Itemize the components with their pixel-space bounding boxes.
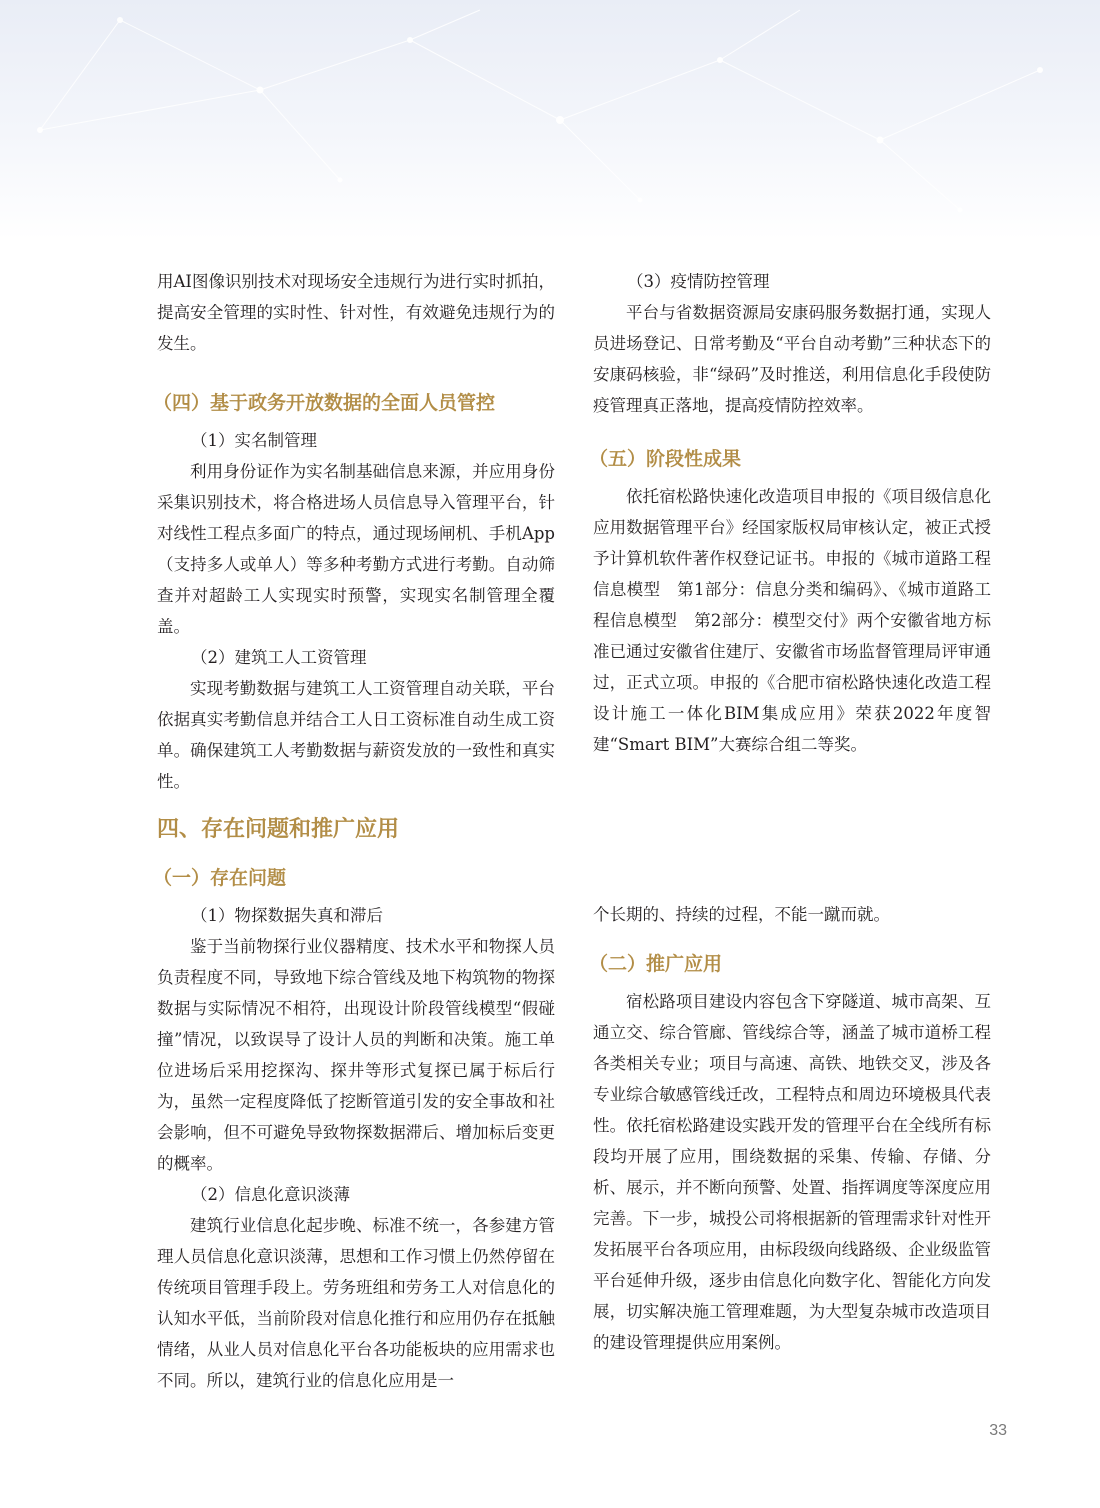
heading-existing-problems: （一）存在问题 bbox=[153, 867, 287, 889]
paragraph-continuation-right: 个长期的、持续的过程，不能一蹴而就。 bbox=[593, 905, 890, 924]
page-number: 33 bbox=[989, 1422, 1007, 1439]
header-banner bbox=[0, 0, 1100, 240]
heading-personnel-control: （四）基于政务开放数据的全面人员管控 bbox=[153, 392, 496, 414]
network-pattern-graphic bbox=[0, 0, 1100, 240]
subheading-awareness: （2）信息化意识淡薄 bbox=[191, 1185, 350, 1204]
paragraph-results: 依托宿松路快速化改造项目申报的《项目级信息化应用数据管理平台》经国家版权局审核认定，被正式授予计算机软件著作权登记证书。申报的《城市道路工程信息模型 第1部分：信息分类和编码》、《城市道路工程信息模型 第2部分：模型交付》两个安徽省地方标准已通过安徽省住建厅、安徽省市场监督管理局评审通过，正式立项。申报的《合肥市宿松路快速化改造工程设计施工一体化BIM集成应用》荣获2022年度智建“Smart BIM”大赛综合组二等奖。 bbox=[593, 487, 991, 754]
subheading-real-name: （1）实名制管理 bbox=[191, 431, 317, 450]
paragraph-promotion: 宿松路项目建设内容包含下穿隧道、城市高架、互通立交、综合管廊、管线综合等，涵盖了城市道桥工程各类相关专业；项目与高速、高铁、地铁交叉，涉及各专业综合敏感管线迁改，工程特点和周边环境极具代表性。依托宿松路建设实践开发的管理平台在全线所有标段均开展了应用，围绕数据的采集、传输、存储、分析、展示，并不断向预警、处置、指挥调度等深度应用完善。下一步，城投公司将根据新的管理需求针对性开发拓展平台各项应用，由标段级向线路级、企业级监管平台延伸升级，逐步由信息化向数字化、智能化方向发展，切实解决施工管理难题，为大型复杂城市改造项目的建设管理提供应用案例。 bbox=[593, 992, 991, 1352]
subheading-survey-data: （1）物探数据失真和滞后 bbox=[191, 906, 383, 925]
top-left-column bbox=[153, 266, 555, 797]
paragraph-wage: 实现考勤数据与建筑工人工资管理自动关联，平台依据真实考勤信息并结合工人日工资标准自动生成工资单。确保建筑工人考勤数据与薪资发放的一致性和真实性。 bbox=[157, 679, 555, 791]
paragraph-real-name: 利用身份证作为实名制基础信息来源，并应用身份采集识别技术，将合格进场人员信息导入管理平台，针对线性工程点多面广的特点，通过现场闸机、手机App（支持多人或单人）等多种考勤方式进行考勤。自动筛查并对超龄工人实现实时预警，实现实名制管理全覆盖。 bbox=[157, 462, 555, 636]
heading-promotion: （二）推广应用 bbox=[589, 953, 723, 975]
paragraph-epidemic: 平台与省数据资源局安康码服务数据打通，实现人员进场登记、日常考勤及“平台自动考勤”三种状态下的安康码核验，非“绿码”及时推送，利用信息化手段使防疫管理真正落地，提高疫情防控效率。 bbox=[593, 303, 991, 415]
paragraph-continuation: 用AI图像识别技术对现场安全违规行为进行实时抓拍，提高安全管理的实时性、针对性，有效避免违规行为的发生。 bbox=[157, 272, 555, 353]
bottom-left-column bbox=[153, 864, 555, 1396]
subheading-epidemic: （3）疫情防控管理 bbox=[627, 272, 770, 291]
subheading-wage: （2）建筑工人工资管理 bbox=[191, 648, 367, 667]
paragraph-awareness: 建筑行业信息化起步晚、标准不统一，各参建方管理人员信息化意识淡薄，思想和工作习惯上仍然停留在传统项目管理手段上。劳务班组和劳务工人对信息化的认知水平低，当前阶段对信息化推行和应用仍存在抵触情绪，从业人员对信息化平台各功能板块的应用需求也不同。所以，建筑行业的信息化应用是一 bbox=[157, 1216, 555, 1390]
heading-results: （五）阶段性成果 bbox=[589, 448, 742, 470]
bottom-right-column bbox=[589, 899, 991, 1358]
paragraph-survey-data: 鉴于当前物探行业仪器精度、技术水平和物探人员负责程度不同，导致地下综合管线及地下构筑物的物探数据与实际情况不相符，出现设计阶段管线模型“假碰撞”情况，以致误导了设计人员的判断和决策。施工单位进场后采用挖探沟、探井等形式复探已属于标后行为，虽然一定程度降低了挖断管道引发的安全事故和社会影响，但不可避免导致物探数据滞后、增加标后变更的概率。 bbox=[157, 937, 555, 1173]
top-right-column bbox=[589, 266, 991, 760]
section-title-problems-promotion: 四、存在问题和推广应用 bbox=[157, 817, 400, 842]
